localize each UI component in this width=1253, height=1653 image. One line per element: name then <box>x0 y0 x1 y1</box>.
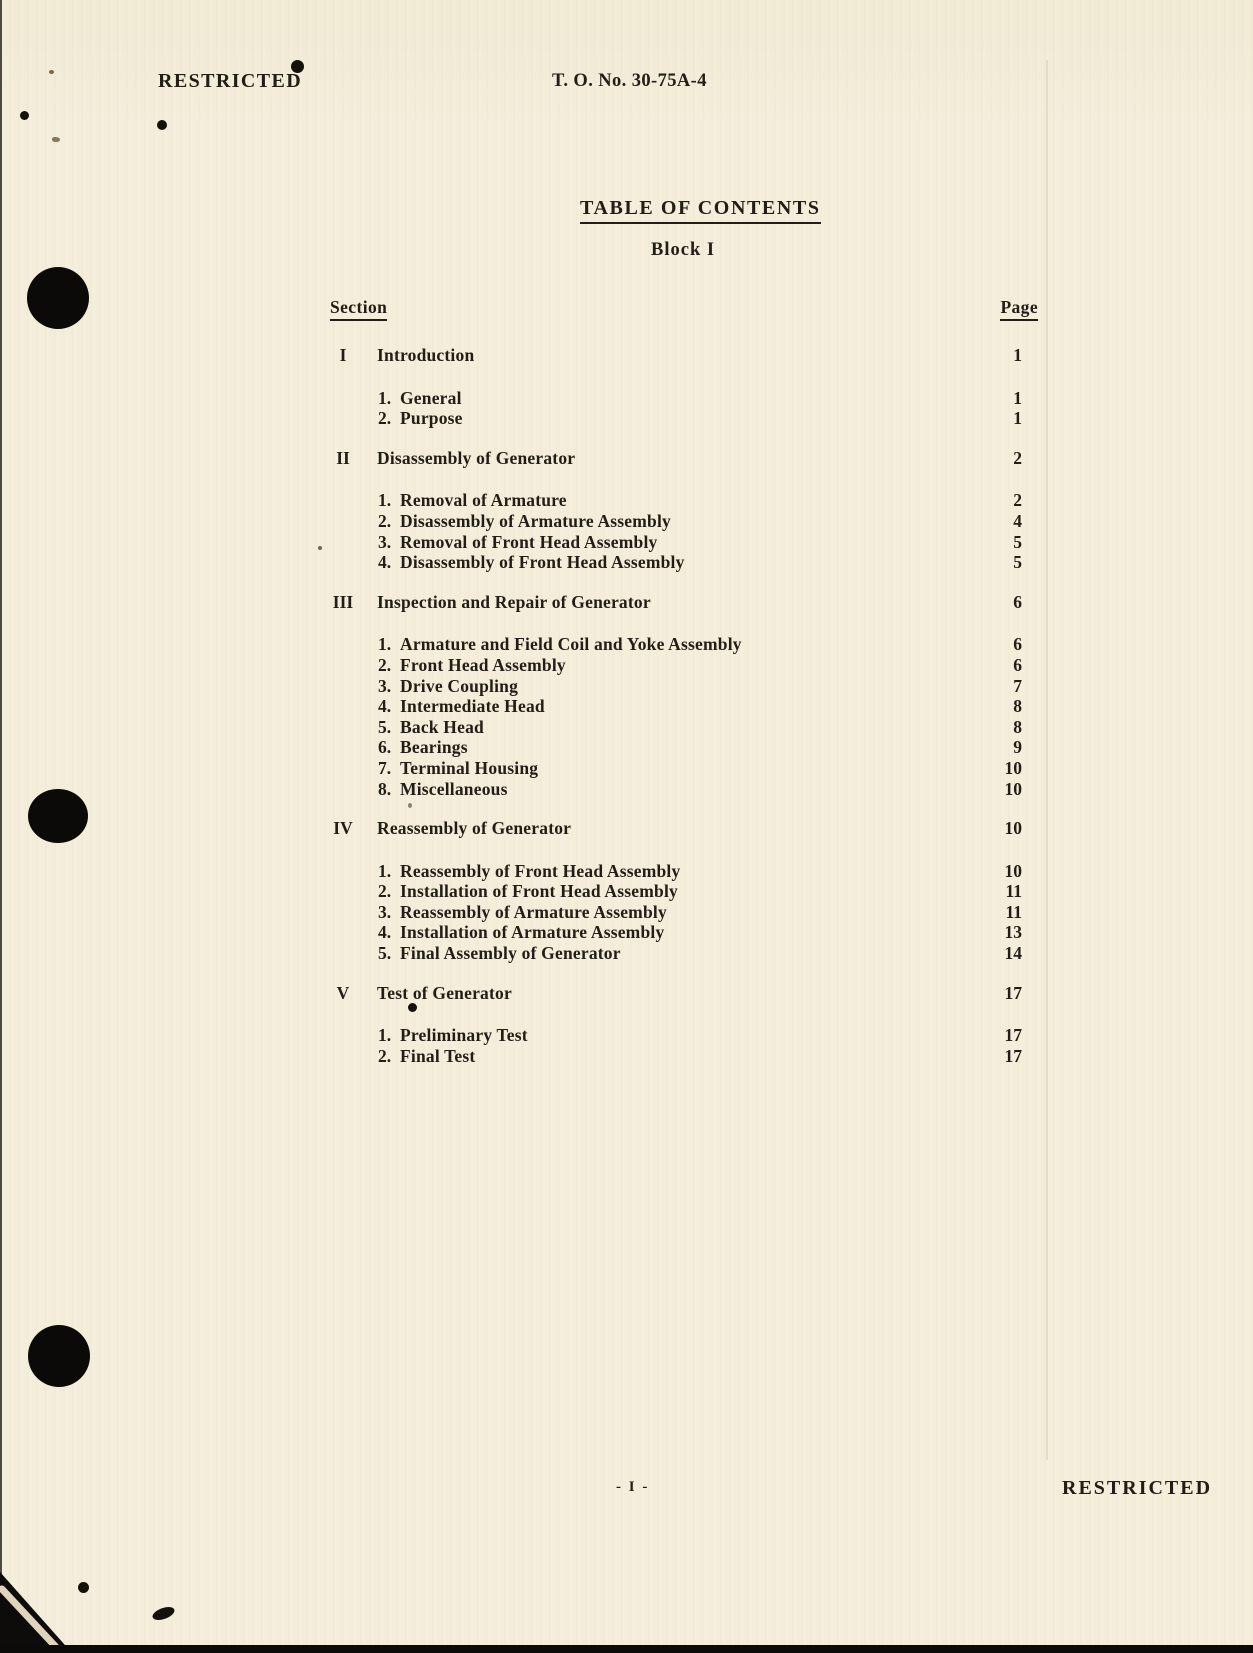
item-number: 3. <box>378 675 392 696</box>
item-page-number: 14 <box>1004 943 1022 964</box>
item-page-number: 5 <box>1013 552 1022 573</box>
item-number: 1. <box>378 634 392 655</box>
item-page-number: 7 <box>1013 675 1022 696</box>
section-title: Introduction <box>377 345 475 365</box>
section-numeral: V <box>336 982 350 1003</box>
item-number: 2. <box>378 510 392 531</box>
item-number: 6. <box>378 737 392 758</box>
item-page-number: 1 <box>1013 408 1022 429</box>
ink-dot <box>78 1582 89 1593</box>
toc-item-row <box>330 779 1038 800</box>
scan-left-edge <box>0 0 2 1600</box>
item-page-number: 11 <box>1005 901 1022 922</box>
toc-item-row <box>330 881 1038 902</box>
item-number: 2. <box>378 654 392 675</box>
toc-section-row <box>330 983 1038 1004</box>
item-page-number: 17 <box>1004 1045 1022 1066</box>
toc-section-row <box>330 818 1038 839</box>
paper-speck <box>49 70 54 74</box>
item-page-number: 5 <box>1013 531 1022 552</box>
toc-item-group <box>330 490 1038 572</box>
toc-item-row <box>330 696 1038 717</box>
item-number: 8. <box>378 778 392 799</box>
item-title: Final Test <box>400 1045 476 1066</box>
page-subtitle: Block I <box>651 240 716 260</box>
toc-item-group <box>330 1025 1038 1066</box>
item-title: Reassembly of Front Head Assembly <box>400 860 681 881</box>
item-page-number: 10 <box>1004 860 1022 881</box>
item-title: Front Head Assembly <box>400 654 566 675</box>
toc-item-group <box>330 634 1038 799</box>
item-number: 4. <box>378 696 392 717</box>
section-page-number: 17 <box>1004 982 1022 1003</box>
item-number: 3. <box>378 531 392 552</box>
section-numeral: I <box>339 345 347 365</box>
item-number: 2. <box>378 881 392 902</box>
item-page-number: 8 <box>1013 716 1022 737</box>
footer-classification: RESTRICTED <box>1062 1477 1213 1499</box>
paper-crease <box>1046 60 1048 1460</box>
section-column-header: Section <box>330 297 387 321</box>
hole-punch-mark <box>27 267 89 329</box>
toc-column-headers <box>330 297 1038 321</box>
hole-punch-mark <box>28 789 88 843</box>
item-title: Removal of Armature <box>400 490 567 511</box>
section-page-number: 1 <box>1013 345 1022 365</box>
folded-corner <box>0 1572 72 1653</box>
toc-section-row <box>330 592 1038 613</box>
ink-dot <box>157 120 167 130</box>
toc-item-row <box>330 552 1038 573</box>
table-of-contents <box>330 297 1038 1066</box>
item-title: Drive Coupling <box>400 675 519 696</box>
header-classification: RESTRICTED <box>158 70 303 92</box>
item-title: Intermediate Head <box>400 696 545 717</box>
page-title: TABLE OF CONTENTS <box>580 197 821 224</box>
item-title: Reassembly of Armature Assembly <box>400 901 667 922</box>
page-column-header: Page <box>1000 297 1038 321</box>
item-number: 2. <box>378 408 392 429</box>
item-title: Back Head <box>400 716 484 737</box>
toc-item-row <box>330 532 1038 553</box>
item-title: Removal of Front Head Assembly <box>400 531 658 552</box>
section-page-number: 10 <box>1004 818 1022 839</box>
item-title: Disassembly of Front Head Assembly <box>400 552 685 573</box>
toc-section-row <box>330 448 1038 469</box>
item-title: Preliminary Test <box>400 1025 528 1046</box>
toc-item-row <box>330 737 1038 758</box>
item-page-number: 1 <box>1013 387 1022 408</box>
toc-section-row <box>330 345 1038 366</box>
item-title: Installation of Front Head Assembly <box>400 881 678 902</box>
toc-item-row <box>330 490 1038 511</box>
section-numeral: IV <box>333 818 353 839</box>
item-number: 1. <box>378 387 392 408</box>
item-number: 5. <box>378 943 392 964</box>
section-numeral: III <box>332 591 354 612</box>
item-page-number: 4 <box>1013 510 1022 531</box>
toc-item-row <box>330 1025 1038 1046</box>
scan-bottom-edge <box>0 1645 1253 1653</box>
item-title: Armature and Field Coil and Yoke Assembly <box>400 634 742 655</box>
item-title: Bearings <box>400 737 468 758</box>
toc-item-row <box>330 655 1038 676</box>
item-page-number: 10 <box>1004 757 1022 778</box>
ink-dot <box>20 111 29 120</box>
item-number: 1. <box>378 1025 392 1046</box>
item-title: General <box>400 387 462 408</box>
toc-item-row <box>330 634 1038 655</box>
toc-item-row <box>330 758 1038 779</box>
item-number: 2. <box>378 1045 392 1066</box>
toc-body <box>330 345 1038 1066</box>
item-title: Purpose <box>400 408 463 429</box>
item-page-number: 13 <box>1004 922 1022 943</box>
footer-page-number: - I - <box>616 1479 650 1495</box>
toc-item-group <box>330 861 1038 964</box>
section-title: Reassembly of Generator <box>377 818 572 839</box>
item-number: 1. <box>378 490 392 511</box>
toc-item-row <box>330 943 1038 964</box>
toc-item-row <box>330 511 1038 532</box>
section-numeral: II <box>336 447 350 468</box>
toc-item-row <box>330 922 1038 943</box>
item-number: 1. <box>378 860 392 881</box>
item-number: 4. <box>378 552 392 573</box>
ink-smudge <box>151 1604 176 1622</box>
section-title: Inspection and Repair of Generator <box>377 591 651 612</box>
hole-punch-mark <box>28 1325 90 1387</box>
toc-item-row <box>330 1046 1038 1067</box>
toc-item-row <box>330 676 1038 697</box>
toc-item-row <box>330 717 1038 738</box>
item-page-number: 8 <box>1013 696 1022 717</box>
item-number: 4. <box>378 922 392 943</box>
item-number: 7. <box>378 757 392 778</box>
item-title: Installation of Armature Assembly <box>400 922 665 943</box>
item-page-number: 10 <box>1004 778 1022 799</box>
toc-item-row <box>330 861 1038 882</box>
item-title: Disassembly of Armature Assembly <box>400 510 672 531</box>
item-page-number: 9 <box>1013 737 1022 758</box>
paper-speck <box>52 137 60 142</box>
section-page-number: 2 <box>1013 447 1022 468</box>
item-page-number: 17 <box>1004 1025 1022 1046</box>
item-page-number: 11 <box>1005 881 1022 902</box>
toc-item-row <box>330 408 1038 429</box>
paper-speck <box>318 546 322 550</box>
toc-item-row <box>330 388 1038 409</box>
section-page-number: 6 <box>1013 591 1022 612</box>
section-title: Test of Generator <box>377 982 512 1003</box>
item-title: Final Assembly of Generator <box>400 943 621 964</box>
header-doc-number: T. O. No. 30-75A-4 <box>552 71 707 91</box>
item-title: Terminal Housing <box>400 757 539 778</box>
item-page-number: 6 <box>1013 634 1022 655</box>
toc-item-row <box>330 902 1038 923</box>
section-title: Disassembly of Generator <box>377 447 576 468</box>
item-title: Miscellaneous <box>400 778 508 799</box>
item-number: 3. <box>378 901 392 922</box>
item-number: 5. <box>378 716 392 737</box>
item-page-number: 2 <box>1013 490 1022 511</box>
item-page-number: 6 <box>1013 654 1022 675</box>
toc-item-group <box>330 388 1038 429</box>
